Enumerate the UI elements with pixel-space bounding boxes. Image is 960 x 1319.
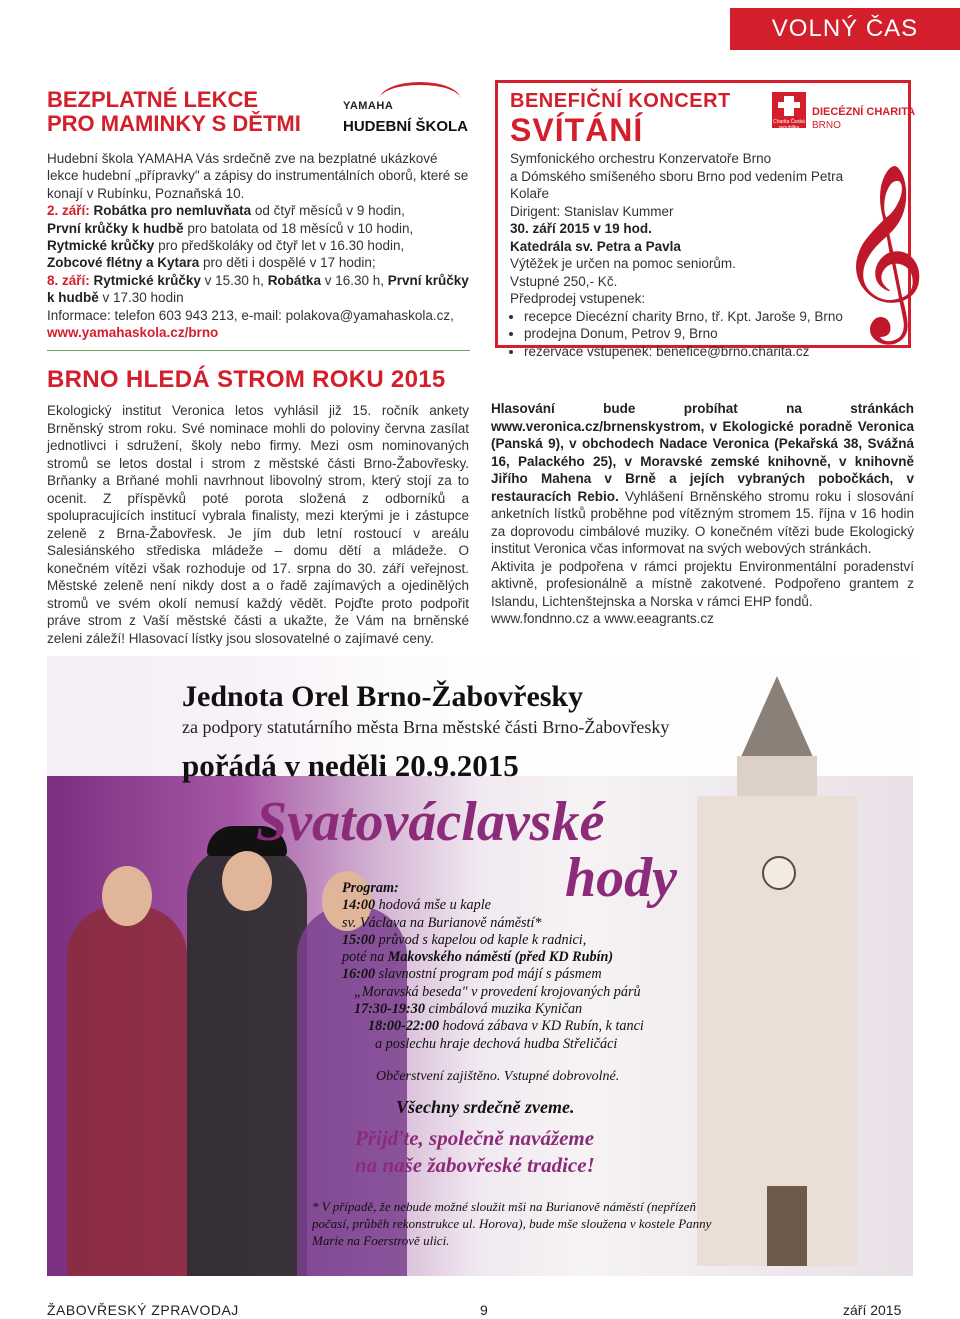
strom-announcement: Vyhlášení Brněnského stromu roku i slosování anketních lístků proběhne pod vítězným stromem 15. října v 16 hodin za doprovodu cimbálové muziky. O konečném vítězi bude Ekologický institut Veronica včas informovat na svých webových stránkách.	[491, 488, 915, 556]
poster-invite-line1: Přijďte, společně navážeme	[355, 1126, 595, 1150]
yamaha-logo-brand: YAMAHA	[343, 100, 394, 112]
church-door	[767, 1186, 807, 1266]
yamaha-intro: Hudební škola YAMAHA Vás srdečně zve na bezplatné ukázkové lekce hudební „přípravky" a zápisy do instrumentálních oborů, které se konají v Rubínku, Poznaňská 10.	[47, 151, 469, 201]
concert-conductor: Dirigent: Stanislav Kummer	[510, 203, 674, 219]
concert-orchestra: Symfonického orchestru Konzervatoře Brno	[510, 151, 772, 166]
yamaha-info: Informace: telefon 603 943 213, e-mail: polakova@yamahaskola.cz,	[47, 307, 454, 323]
concert-admission: Vstupné 250,- Kč.	[510, 273, 618, 289]
program-label: Program:	[342, 880, 399, 896]
poster-title-line1: Svatováclavské	[256, 791, 605, 853]
poster-title-line2: hody	[565, 847, 677, 909]
date-label: 2. září:	[47, 203, 90, 219]
poster-invite-line2: na naše žabovřeské tradice!	[355, 1153, 595, 1177]
charity-name: DIECÉZNÍ CHARITA	[812, 106, 916, 118]
cross-icon-bar	[778, 102, 800, 108]
program-text: poté na	[342, 949, 388, 966]
program-time: 14:00	[342, 897, 376, 914]
presale-list	[510, 308, 845, 361]
poster-organizer: Jednota Orel Brno-Žabovřesky	[182, 680, 584, 713]
course-time: pro předškoláky od čtyř let v 16.30 hodin,	[154, 238, 405, 254]
concert-date: 30. září 2015 v 19 hod.	[510, 221, 652, 236]
course-name: Rytmické krůčky	[47, 238, 155, 254]
course-name: Robátka pro nemluvňata	[93, 203, 252, 219]
program-time: 16:00	[342, 966, 376, 983]
strom-right-column	[491, 400, 914, 628]
date-label: 8. září:	[47, 272, 90, 288]
concert-details	[510, 150, 845, 360]
person-face	[222, 851, 272, 911]
program-text: „Moravská beseda" v provedení krojovaných párů	[354, 983, 641, 1000]
strom-headline: BRNO HLEDÁ STROM ROKU 2015	[47, 366, 446, 393]
divider	[47, 350, 470, 351]
yamaha-article-body	[47, 150, 471, 341]
program-text: cimbálová muzika Kyničan	[424, 1001, 583, 1018]
person-face	[102, 866, 152, 926]
program-text: průvod s kapelou od kaple k radnici,	[375, 931, 587, 948]
treble-clef-icon: 𝄞	[838, 163, 927, 337]
concert-choir: a Dómského smíšeného sboru Brno pod vedením Petra Kolaře	[510, 168, 844, 201]
poster-refreshments: Občerstvení zajištěno. Vstupné dobrovolné.	[376, 1069, 620, 1084]
program-time: 17:30-19:30	[354, 1001, 425, 1018]
footer-publication: ŽABOVŘESKÝ ZPRAVODAJ	[47, 1302, 239, 1318]
course-time: pro děti i dospělé v 17 hodin;	[199, 255, 376, 271]
poster-support: za podpory statutárního města Brna městské části Brno-Žabovřesky	[182, 717, 670, 737]
church-spire	[737, 676, 817, 766]
concert-presale: Předprodej vstupenek:	[510, 291, 646, 306]
strom-support: Aktivita je podpořena v rámci projektu Environmentální poradenství aktivně, profesionálně a místně zakotvené. Podpořeno grantem z Islandu, Lichtenštejnska a Norska v rámci EHP fondů.	[491, 558, 914, 609]
yamaha-headline-line2: PRO MAMINKY S DĚTMI	[47, 111, 301, 136]
strom-left-column: Ekologický institut Veronica letos vyhlásil již 15. ročník ankety Brněnský strom roku. Své nominace mohli do poloviny června zasílat jednotlivci i sdružení, školy nebo firmy. Mezi osm nominovaných stromů se letos dostal i strom z městské části Brno-Žabovřesky. Brňanky a Brňané mohli navrhnout libovolný strom, který stojí za to ocenit. Z příspěvků poté porota složená z odborníků a spolupracujících institucí vybrala finalisty, mezi kterými je i zástupce zeleně z Brna-Žabovřesk. Je jím dub letní rostoucí v areálu Salesiánského střediska mládeže – domu dětí a mládeže. O konečném vítězi však rozhoduje od 17. srpna do 30. září veřejnost. Městské zeleně není nikdy dost a o řadě zajímavých a ojedinělých stromů ve svém okolí nemusí každý vědět. Pojďte proto podpořit práve strom z Vaší městské části a ukažte, že Vám na brněnské zeleni záleží! Hlasovací lístky jsou slosovatelné o zajímavé ceny.	[47, 403, 469, 646]
section-title: VOLNÝ ČAS	[771, 15, 919, 42]
yamaha-sep2	[47, 202, 471, 272]
course-time: v 17.30 hodin	[98, 290, 184, 306]
yamaha-web-link[interactable]: www.yamahaskola.cz/brno	[47, 325, 219, 341]
program-time: 15:00	[342, 931, 376, 948]
concert-purpose: Výtěžek je určen na pomoc seniorům.	[510, 256, 736, 271]
list-item: • prodejna Donum, Petrov 9, Brno	[524, 325, 845, 343]
strom-links: www.fondnno.cz a www.eeagrants.cz	[491, 611, 714, 626]
list-item: • recepce Diecézní charity Brno, tř. Kpt. Jaroše 9, Brno	[524, 308, 845, 326]
program-time: 18:00-22:00	[368, 1018, 439, 1035]
footer-issue-date: září 2015	[843, 1302, 902, 1318]
program-text: sv. Václava na Burianově náměstí*	[342, 914, 542, 931]
course-time: v 15.30 h,	[200, 272, 264, 288]
charity-city: BRNO	[812, 120, 841, 131]
list-item: • rezervace vstupenek: benefice@brno.charita.cz	[524, 343, 845, 361]
course-time: v 16.30 h,	[320, 272, 384, 288]
poster-welcome: Všechny srdečně zveme.	[396, 1097, 575, 1117]
folk-costume-woman	[67, 906, 187, 1276]
yamaha-sep8	[47, 272, 471, 307]
charity-logo-text: Charita Česká republika	[773, 119, 805, 131]
yamaha-headline	[47, 88, 337, 136]
clock-icon	[762, 856, 796, 890]
course-time: od čtyř měsíců v 9 hodin,	[251, 203, 405, 219]
concert-title: SVÍTÁNÍ	[510, 112, 644, 148]
poster-footnote: * V případě, že nebude možné sloužit mši na Burianově náměstí (nepřízeň počasí, průběh rekonstrukce ul. Horova), bude mše sloužena v kostele Panny Marie na Foerstrově ulici.	[312, 1199, 712, 1248]
program-place: Makovského náměstí (před KD Rubín)	[387, 949, 614, 966]
section-header	[730, 8, 960, 50]
program-text: hodová mše u kaple	[375, 897, 491, 914]
strom-voting: Hlasování bude probíhat na stránkách www.veronica.cz/brnenskystrom, v Ekologické poradně Veronica (Panská 9), v obchodech Nadace Veronica (Pekařská 38, Svážná 16, Palackého 25), v Moravské zemské knihovně, v knihovně Jiřího Mahena v Brně a jejích vybraných pobočkách, v restauracích Rebio.	[491, 401, 914, 504]
yamaha-headline-line1: BEZPLATNÉ LEKCE	[47, 87, 259, 112]
poster-program	[342, 880, 702, 1053]
yamaha-logo-school: HUDEBNÍ ŠKOLA	[343, 118, 469, 135]
course-name: Robátka	[267, 272, 321, 288]
concert-venue: Katedrála sv. Petra a Pavla	[510, 238, 681, 254]
course-name: První krůčky k hudbě	[47, 220, 184, 236]
course-name: Zobcové flétny a Kytara	[47, 255, 200, 271]
program-text: slavnostní program pod májí s pásmem	[375, 966, 602, 983]
poster-date: pořádá v neděli 20.9.2015	[182, 748, 519, 783]
course-name: První krůčky k hudbě	[47, 272, 469, 306]
program-text: hodová zábava v KD Rubín, k tanci	[438, 1018, 644, 1035]
course-time: pro batolata od 18 měsíců v 10 hodin,	[183, 220, 414, 236]
course-name: Rytmické krůčky	[93, 272, 201, 288]
program-text: a poslechu hraje dechová hudba Střeličáci	[375, 1035, 618, 1052]
page-number: 9	[480, 1302, 488, 1318]
concert-kicker: BENEFIČNÍ KONCERT	[510, 90, 731, 112]
